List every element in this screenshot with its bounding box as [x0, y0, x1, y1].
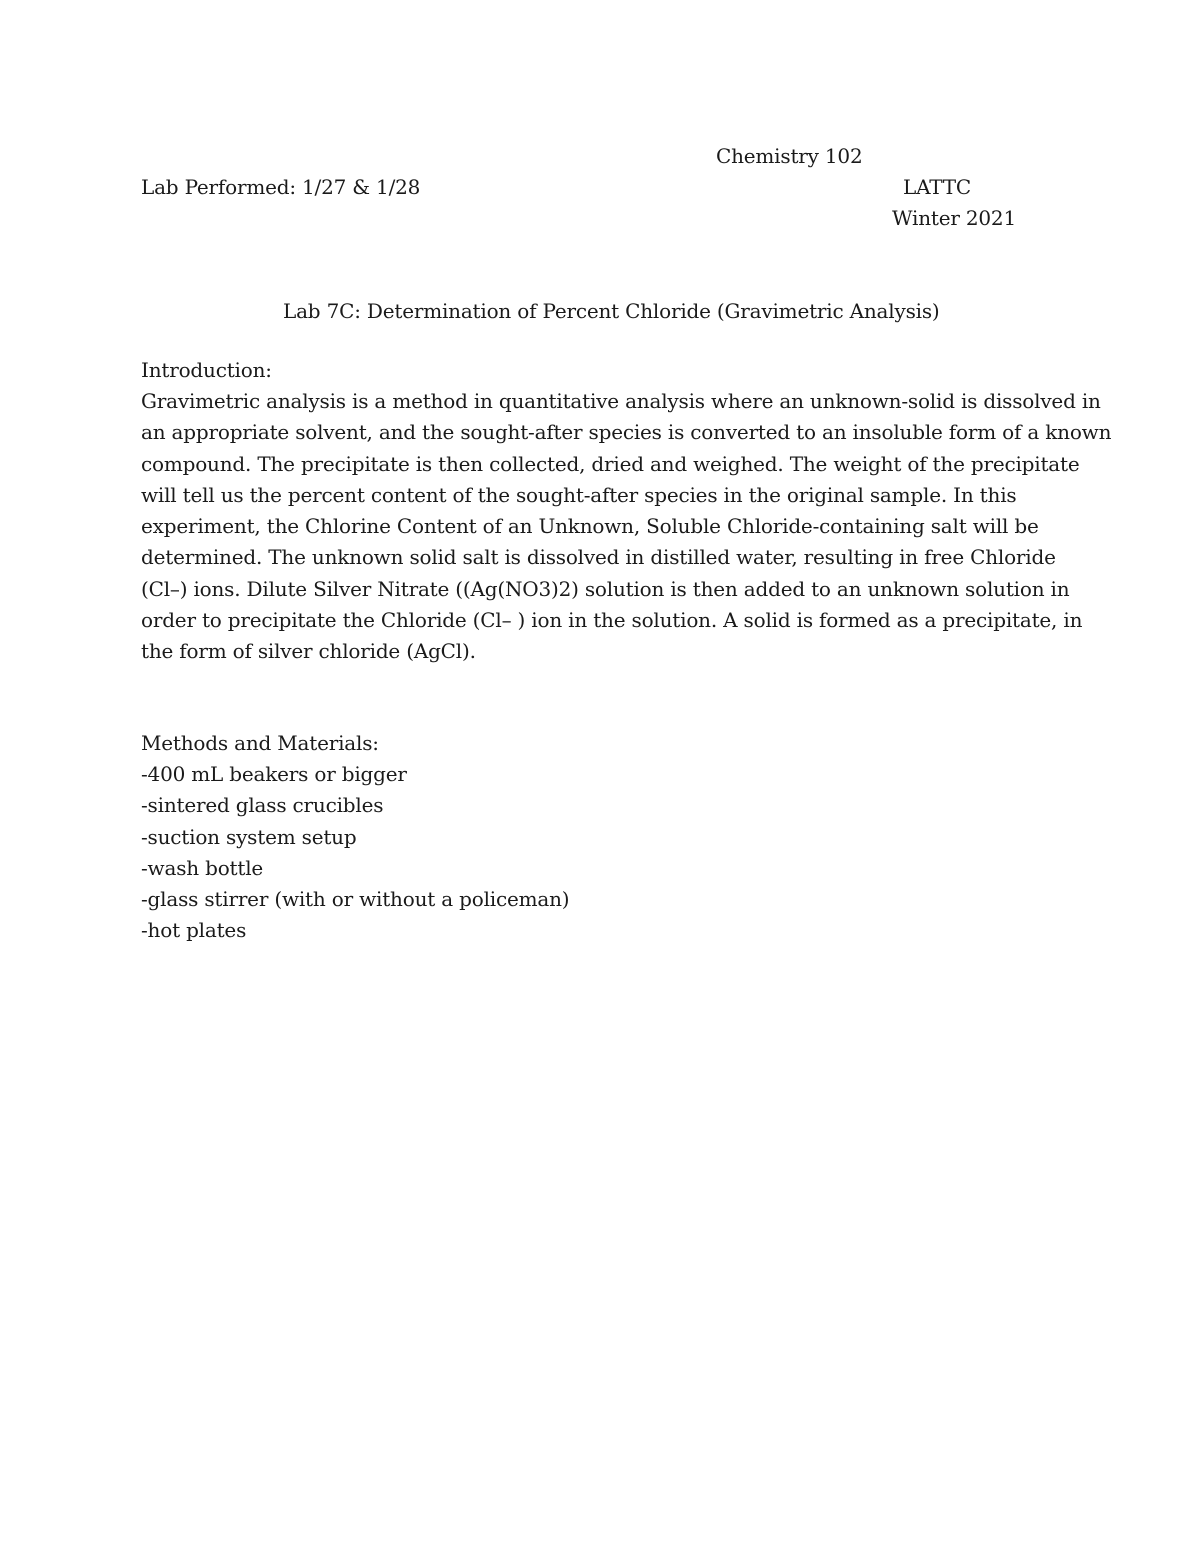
paragraph-line: will tell us the percent content of the sought-after species in the original sample. In this [141, 482, 1017, 507]
list-item: -hot plates [141, 918, 247, 943]
paragraph-line: the form of silver chloride (AgCl). [141, 639, 476, 664]
paragraph-line: order to precipitate the Chloride (Cl– ) ion in the solution. A solid is formed as a precipitate, in [141, 608, 1083, 633]
introduction-paragraph [141, 386, 1112, 668]
paragraph-line: Gravimetric analysis is a method in quantitative analysis where an unknown-solid is dissolved in [141, 389, 1101, 413]
list-item: -sintered glass crucibles [141, 793, 384, 818]
introduction-heading: Introduction: [141, 358, 272, 382]
list-item: -glass stirrer (with or without a policeman) [141, 887, 570, 912]
list-item: -suction system setup [141, 824, 357, 849]
paragraph-line: (Cl–) ions. Dilute Silver Nitrate ((Ag(NO3)2) solution is then added to an unknown solution in [141, 576, 1070, 601]
term-label: Winter 2021 [892, 206, 1016, 230]
paragraph-line: compound. The precipitate is then collected, dried and weighed. The weight of the precipitate [141, 451, 1080, 476]
methods-heading: Methods and Materials: [141, 731, 379, 755]
paragraph-line: an appropriate solvent, and the sought-after species is converted to an insoluble form of a known [141, 420, 1112, 445]
materials-list [141, 759, 569, 947]
lab-performed-date: Lab Performed: 1/27 & 1/28 [141, 175, 421, 199]
school-name: LATTC [903, 175, 971, 199]
list-item: -400 mL beakers or bigger [141, 762, 407, 786]
paragraph-line: experiment, the Chlorine Content of an Unknown, Soluble Chloride-containing salt will be [141, 514, 1039, 539]
paragraph-line: determined. The unknown solid salt is dissolved in distilled water, resulting in free Chloride [141, 545, 1056, 570]
document-title: Lab 7C: Determination of Percent Chloride (Gravimetric Analysis) [283, 299, 940, 323]
list-item: -wash bottle [141, 855, 264, 880]
course-name: Chemistry 102 [716, 144, 863, 168]
